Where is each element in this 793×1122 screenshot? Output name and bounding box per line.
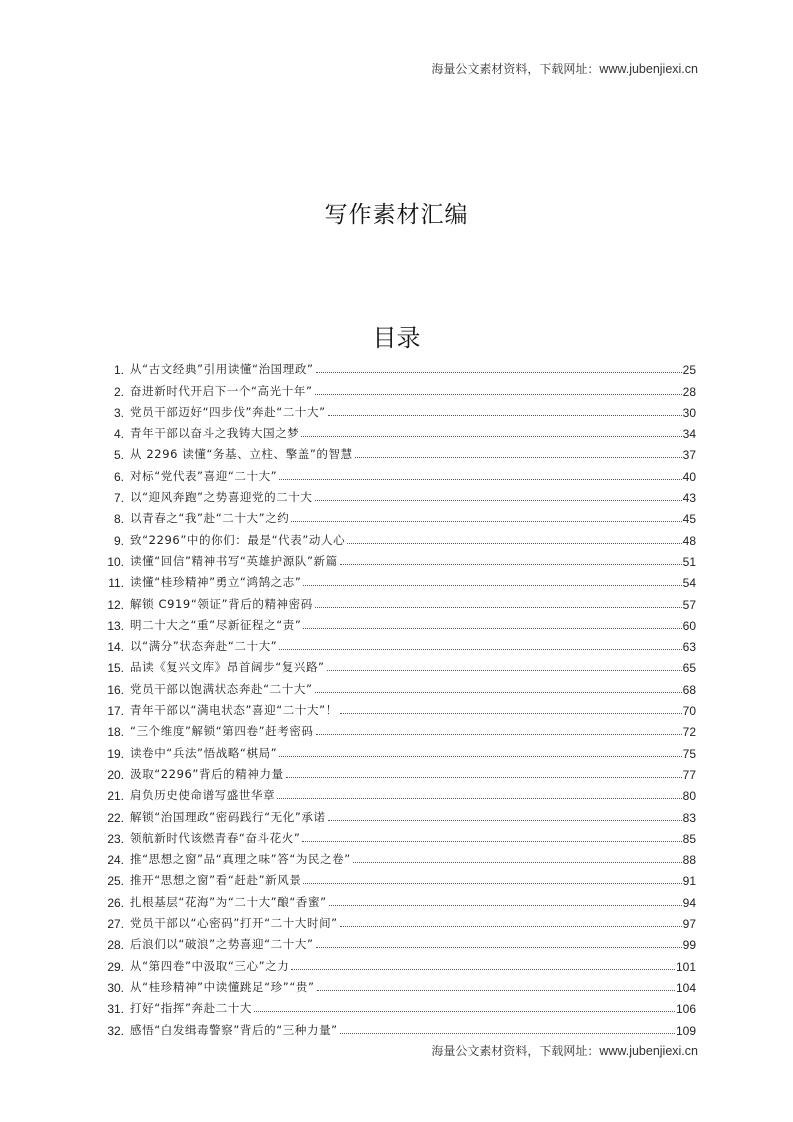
toc-dot-leader [340, 1033, 675, 1034]
toc-entry-page: 80 [682, 789, 696, 804]
toc-entry[interactable] [96, 356, 696, 377]
toc-entry-number: 1. [113, 363, 124, 378]
toc-dot-leader [279, 756, 681, 757]
toc-dot-leader [277, 798, 681, 799]
document-title: 写作素材汇编 [324, 202, 469, 228]
toc-entry[interactable] [96, 441, 696, 462]
toc-entry-number: 13. [107, 618, 124, 633]
toc-entry-page: 91 [682, 874, 696, 889]
toc-entry-title: 推“思想之窗”品“真理之味”答“为民之卷” [130, 852, 351, 867]
toc-entry-number: 5. [113, 448, 124, 463]
toc-entry-title: 以“满分”状态奔赴“二十大” [130, 639, 278, 654]
toc-dot-leader [340, 564, 682, 565]
toc-entry-number: 32. [107, 1023, 124, 1038]
toc-entry-number: 8. [113, 512, 124, 527]
toc-entry-title: 肩负历史使命谱写盛世华章 [130, 788, 276, 803]
toc-entry-page: 40 [682, 469, 696, 484]
toc-entry-page: 83 [682, 810, 696, 825]
toc-entry-page: 85 [682, 831, 696, 846]
toc-entry[interactable] [96, 675, 696, 696]
header-text: 海量公文素材资料，下载网址： [431, 62, 600, 76]
footer-text: 海量公文素材资料，下载网址： [431, 1044, 600, 1058]
toc-heading: 目录 [372, 324, 421, 352]
toc-entry[interactable] [96, 633, 696, 654]
toc-entry-number: 7. [113, 491, 124, 506]
toc-entry-title: 对标“党代表”喜迎“二十大” [130, 468, 278, 483]
toc-entry[interactable] [96, 697, 696, 718]
toc-entry-title: 青年干部以“满电状态”喜迎“二十大”！ [130, 703, 338, 718]
toc-dot-leader [301, 436, 681, 437]
toc-entry-title: 领航新时代该燃青春“奋斗花火” [130, 830, 301, 845]
toc-entry-number: 19. [107, 746, 124, 761]
toc-entry[interactable] [96, 782, 696, 803]
toc-dot-leader [303, 628, 681, 629]
toc-entry-page: 99 [682, 938, 696, 953]
toc-entry-page: 43 [682, 491, 696, 506]
toc-entry[interactable] [96, 910, 696, 931]
toc-dot-leader [347, 543, 681, 544]
toc-entry[interactable] [96, 1016, 696, 1037]
toc-entry-title: 后浪们以“破浪”之势喜迎“二十大” [130, 937, 314, 952]
toc-entry-title: 致“2296”中的你们：最是“代表”动人心 [130, 532, 346, 547]
toc-dot-leader [355, 457, 682, 458]
toc-dot-leader [315, 500, 682, 501]
toc-entry[interactable] [96, 995, 696, 1016]
toc-entry-page: 51 [682, 554, 696, 569]
toc-entry-page: 34 [682, 427, 696, 442]
toc-entry-page: 94 [682, 895, 696, 910]
toc-entry-page: 45 [682, 512, 696, 527]
toc-entry-title: 青年干部以奋斗之我铸大国之梦 [130, 426, 300, 441]
toc-entry-title: 党员干部以饱满状态奔赴“二十大” [130, 681, 313, 696]
toc-entry[interactable] [96, 548, 696, 569]
toc-dot-leader [286, 777, 682, 778]
toc-entry[interactable] [96, 931, 696, 952]
toc-entry-number: 18. [107, 725, 124, 740]
toc-entry-number: 10. [107, 554, 124, 569]
toc-entry-number: 24. [107, 853, 124, 868]
toc-entry[interactable] [96, 462, 696, 483]
toc-entry[interactable] [96, 867, 696, 888]
toc-entry-title: 从“第四卷”中汲取“三心”之力 [130, 958, 290, 973]
toc-entry-number: 26. [107, 895, 124, 910]
toc-entry-title: 从“古文经典”引用读懂“治国理政” [130, 362, 314, 377]
toc-entry-number: 16. [107, 682, 124, 697]
toc-entry-page: 65 [682, 661, 696, 676]
toc-entry[interactable] [96, 526, 696, 547]
toc-entry-number: 17. [107, 704, 124, 719]
toc-dot-leader [254, 1011, 675, 1012]
toc-entry[interactable] [96, 739, 696, 760]
toc-dot-leader [315, 394, 682, 395]
toc-entry-number: 23. [107, 831, 124, 846]
toc-entry-title: 汲取“2296”背后的精神力量 [130, 766, 284, 781]
toc-dot-leader [279, 649, 681, 650]
toc-entry-number: 29. [107, 959, 124, 974]
toc-entry[interactable] [96, 803, 696, 824]
toc-dot-leader [328, 820, 682, 821]
toc-entry-title: 读懂“桂珍精神”勇立“鸿鹄之志” [130, 575, 302, 590]
toc-entry-title: 扎根基层“花海”为“二十大”酿“香蜜” [130, 894, 327, 909]
toc-entry[interactable] [96, 974, 696, 995]
toc-entry-page: 28 [682, 384, 696, 399]
toc-entry-title: 读懂“回信”精神书写“英雄护源队”新篇 [130, 553, 338, 568]
toc-entry-number: 20. [107, 767, 124, 782]
toc-entry-title: 党员干部以“心密码”打开“二十大时间” [130, 916, 338, 931]
footer-url[interactable]: www.jubenjiexi.cn [599, 1044, 698, 1058]
toc-entry-page: 54 [682, 576, 696, 591]
toc-dot-leader [316, 734, 682, 735]
toc-entry[interactable] [96, 420, 696, 441]
toc-entry-page: 101 [675, 959, 696, 974]
toc-entry[interactable] [96, 399, 696, 420]
toc-dot-leader [303, 883, 681, 884]
toc-entry-title: 打好“指挥”奔赴二十大 [130, 1001, 253, 1016]
toc-dot-leader [340, 926, 682, 927]
toc-entry-number: 21. [107, 789, 124, 804]
toc-entry-number: 12. [107, 597, 124, 612]
toc-entry-page: 106 [675, 1002, 696, 1017]
toc-entry-page: 70 [682, 704, 696, 719]
footer-download-note [431, 1042, 698, 1059]
toc-entry-title: 明二十大之“重”尽新征程之“责” [130, 617, 302, 632]
toc-entry[interactable] [96, 484, 696, 505]
toc-dot-leader [316, 372, 682, 373]
toc-entry-title: 感悟“白发缉毒警察”背后的“三种力量” [130, 1022, 338, 1037]
toc-entry-page: 30 [682, 405, 696, 420]
toc-entry-title: 解锁“治国理政”密码践行“无化”承诺 [130, 809, 326, 824]
toc-entry[interactable] [96, 377, 696, 398]
toc-entry-page: 77 [682, 767, 696, 782]
toc-entry[interactable] [96, 888, 696, 909]
toc-entry-title: “三个维度”解锁“第四卷”赶考密码 [130, 724, 314, 739]
toc-entry[interactable] [96, 718, 696, 739]
toc-entry[interactable] [96, 761, 696, 782]
toc-dot-leader [315, 692, 682, 693]
toc-entry-page: 88 [682, 853, 696, 868]
toc-entry-page: 60 [682, 618, 696, 633]
toc-entry[interactable] [96, 505, 696, 526]
toc-entry-number: 25. [107, 874, 124, 889]
toc-entry-number: 30. [107, 980, 124, 995]
table-of-contents [96, 356, 696, 1038]
toc-entry-title: 读卷中“兵法”悟战略“棋局” [130, 745, 278, 760]
toc-entry-number: 6. [113, 469, 124, 484]
toc-dot-leader [303, 585, 681, 586]
toc-entry-number: 14. [107, 640, 124, 655]
toc-dot-leader [291, 969, 675, 970]
toc-entry-number: 2. [113, 384, 124, 399]
toc-dot-leader [327, 670, 682, 671]
toc-entry-title: 党员干部迈好“四步伐”奔赴“二十大” [130, 404, 326, 419]
toc-entry-page: 37 [682, 448, 696, 463]
toc-entry-page: 63 [682, 640, 696, 655]
toc-entry[interactable] [96, 825, 696, 846]
toc-entry-page: 75 [682, 746, 696, 761]
toc-entry-number: 3. [113, 405, 124, 420]
toc-dot-leader [316, 947, 682, 948]
toc-dot-leader [317, 990, 675, 991]
toc-entry-page: 48 [682, 533, 696, 548]
toc-entry[interactable] [96, 952, 696, 973]
toc-entry-page: 57 [682, 597, 696, 612]
toc-entry[interactable] [96, 846, 696, 867]
header-download-note [431, 60, 698, 77]
toc-dot-leader [315, 607, 682, 608]
toc-entry-title: 奋进新时代开启下一个“高光十年” [130, 383, 313, 398]
toc-dot-leader [340, 713, 682, 714]
toc-entry-page: 72 [682, 725, 696, 740]
toc-entry-title: 以“迎风奔跑”之势喜迎党的二十大 [130, 490, 313, 505]
toc-entry-title: 从 2296 读懂“务基、立柱、擎盖”的智慧 [130, 447, 353, 462]
toc-dot-leader [328, 415, 682, 416]
toc-dot-leader [279, 479, 681, 480]
toc-entry-number: 11. [108, 576, 124, 591]
header-url[interactable]: www.jubenjiexi.cn [599, 62, 698, 76]
toc-entry-page: 25 [682, 363, 696, 378]
toc-entry-page: 68 [682, 682, 696, 697]
toc-entry-title: 品读《复兴文库》昂首阔步“复兴路” [130, 660, 325, 675]
toc-dot-leader [353, 862, 682, 863]
toc-entry-page: 97 [682, 917, 696, 932]
toc-dot-leader [329, 905, 682, 906]
toc-entry-title: 以青春之“我”赴“二十大”之约 [130, 511, 290, 526]
toc-entry-number: 22. [107, 810, 124, 825]
toc-entry[interactable] [96, 612, 696, 633]
toc-entry-page: 104 [675, 980, 696, 995]
toc-entry-number: 4. [113, 427, 124, 442]
toc-dot-leader [302, 841, 681, 842]
toc-entry-title: 推开“思想之窗”看“赶赴”新风景 [130, 873, 302, 888]
toc-entry-number: 15. [107, 661, 124, 676]
toc-entry-number: 9. [113, 533, 124, 548]
toc-dot-leader [291, 521, 681, 522]
toc-entry-number: 31. [107, 1002, 124, 1017]
toc-entry[interactable] [96, 654, 696, 675]
toc-entry-page: 109 [675, 1023, 696, 1038]
toc-entry-title: 从“桂珍精神”中读懂跳足“珍”“贵” [130, 979, 315, 994]
toc-entry[interactable] [96, 590, 696, 611]
toc-entry-number: 28. [107, 938, 124, 953]
toc-entry-title: 解锁 C919“领证”背后的精神密码 [130, 596, 313, 611]
toc-entry[interactable] [96, 569, 696, 590]
toc-entry-number: 27. [107, 917, 124, 932]
